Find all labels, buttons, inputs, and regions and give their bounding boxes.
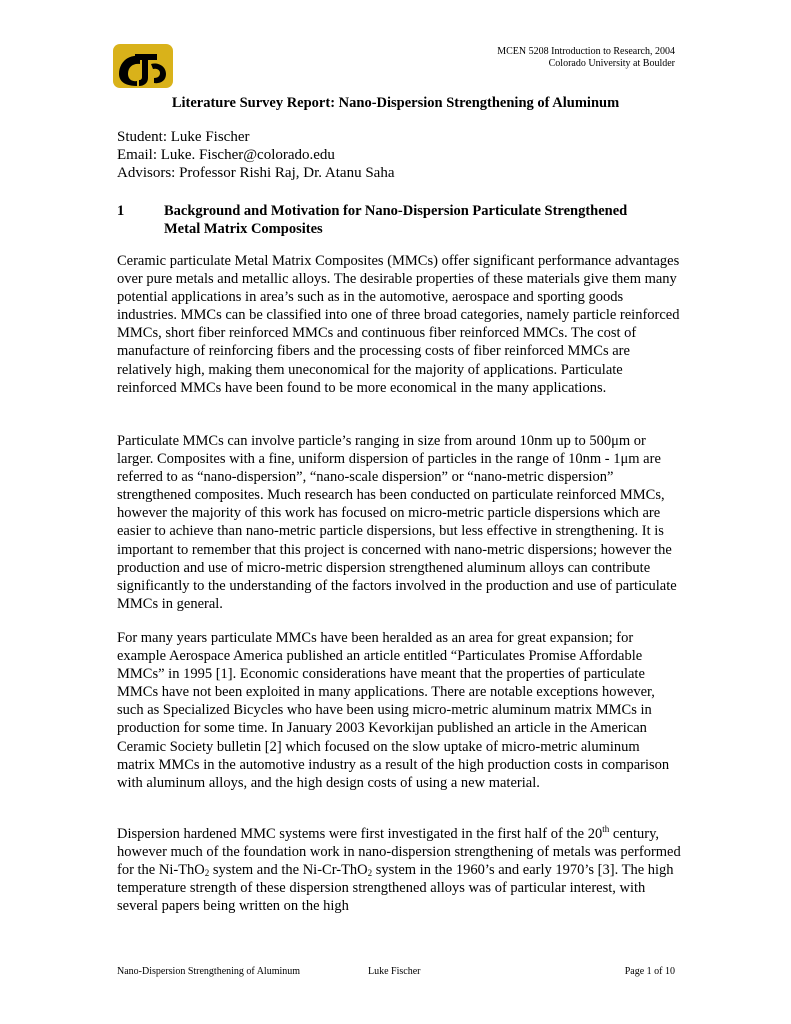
- header-course: MCEN 5208 Introduction to Research, 2004: [497, 46, 675, 57]
- paragraph-4-text-a: Dispersion hardened MMC systems were first investigated in the first half of the 20: [117, 826, 603, 842]
- paragraph-4-text-c: system and the Ni-Cr-ThO: [209, 862, 368, 879]
- section-heading-line-2: Metal Matrix Composites: [164, 221, 323, 237]
- paragraph-1: Ceramic particulate Metal Matrix Composites (MMCs) offer significant performance advantages over pure metals and metallic alloys. The desirable properties of these materials give them many potential applications in area’s such as in the automotive, aerospace and sporting goods industries. MMCs can be classified into one of three broad categories, namely particle reinforced MMCs, short fiber reinforced MMCs and continuous fiber reinforced MMCs. The cost of manufacture of reinforcing fibers and the processing costs of fiber reinforced MMCs are relatively high, making them uneconomical for the majority of applications. Particulate reinforced MMCs have been found to be more economical in the many applications.: [117, 253, 680, 396]
- running-header: [497, 46, 675, 70]
- paragraph-3: For many years particulate MMCs have been heralded as an area for great expansion; for example Aerospace America published an article entitled “Particulates Promise Affordable MMCs” in 1995 [1]. Economic considerations have meant that the properties of particulate MMCs have not been exploited in many applications. There are notable exceptions however, such as Specialized Bicycles who have been using micro-metric aluminum matrix MMCs in production for some time. In January 2003 Kevorkijan published an article in the American Ceramic Society bulletin [2] which focused on the slow uptake of micro-metric aluminum matrix MMCs in the automotive industry as a result of the high production costs in comparison with aluminum alloys, and the high design costs of using a new material.: [117, 630, 670, 791]
- footer-title: Nano-Dispersion Strengthening of Aluminum: [117, 966, 301, 977]
- email-line: Email: Luke. Fischer@colorado.edu: [117, 147, 335, 163]
- paragraph-2: Particulate MMCs can involve particle’s ranging in size from around 10nm up to 500μm or larger. Composites with a fine, uniform dispersion of particles in the range of 10nm - 1μm are referred to as “nano-dispersion”, “nano-scale dispersion” or “nano-metric dispersion” strengthened composites. Much research has been conducted on particulate reinforced MMCs, however the majority of this work has focused on micro-metric particle dispersions which are easier to achieve than nano-metric particle dispersions, but less effective in strengthening. It is important to remember that this project is concerned with nano-metric dispersions; however the production and use of micro-metric dispersion strengthened aluminum alloys can contribute significantly to the understanding of the factors involved in the production and use of particulate MMCs in general.: [117, 433, 677, 612]
- superscript-th: th: [602, 824, 610, 834]
- advisors-line: Advisors: Professor Rishi Raj, Dr. Atanu Saha: [117, 165, 395, 181]
- header-institution: Colorado University at Boulder: [548, 58, 675, 69]
- paragraph-4-text-d: system in the 1960’s and early 1970’s [3]. The high temperature strength of these dispersion strengthened alloys was of particular interest, with several papers being written on the high: [117, 862, 674, 915]
- author-info: [117, 128, 395, 182]
- section-heading-line-1: Background and Motivation for Nano-Dispersion Particulate Strengthened: [164, 203, 628, 219]
- student-line: Student: Luke Fischer: [117, 129, 250, 145]
- document-title: Literature Survey Report: Nano-Dispersion Strengthening of Aluminum: [171, 95, 620, 111]
- footer-page-number: Page 1 of 10: [624, 966, 675, 977]
- subscript-2-a: 2: [204, 868, 210, 879]
- subscript-2-b: 2: [367, 868, 373, 879]
- paragraph-4: [117, 825, 681, 915]
- university-logo: [113, 44, 173, 88]
- footer-author: Luke Fischer: [368, 966, 421, 977]
- section-number: 1: [117, 203, 125, 219]
- paragraph-4-text-b: century, however much of the foundation work in nano-dispersion strengthening of metals was performed for the Ni-ThO: [117, 826, 681, 879]
